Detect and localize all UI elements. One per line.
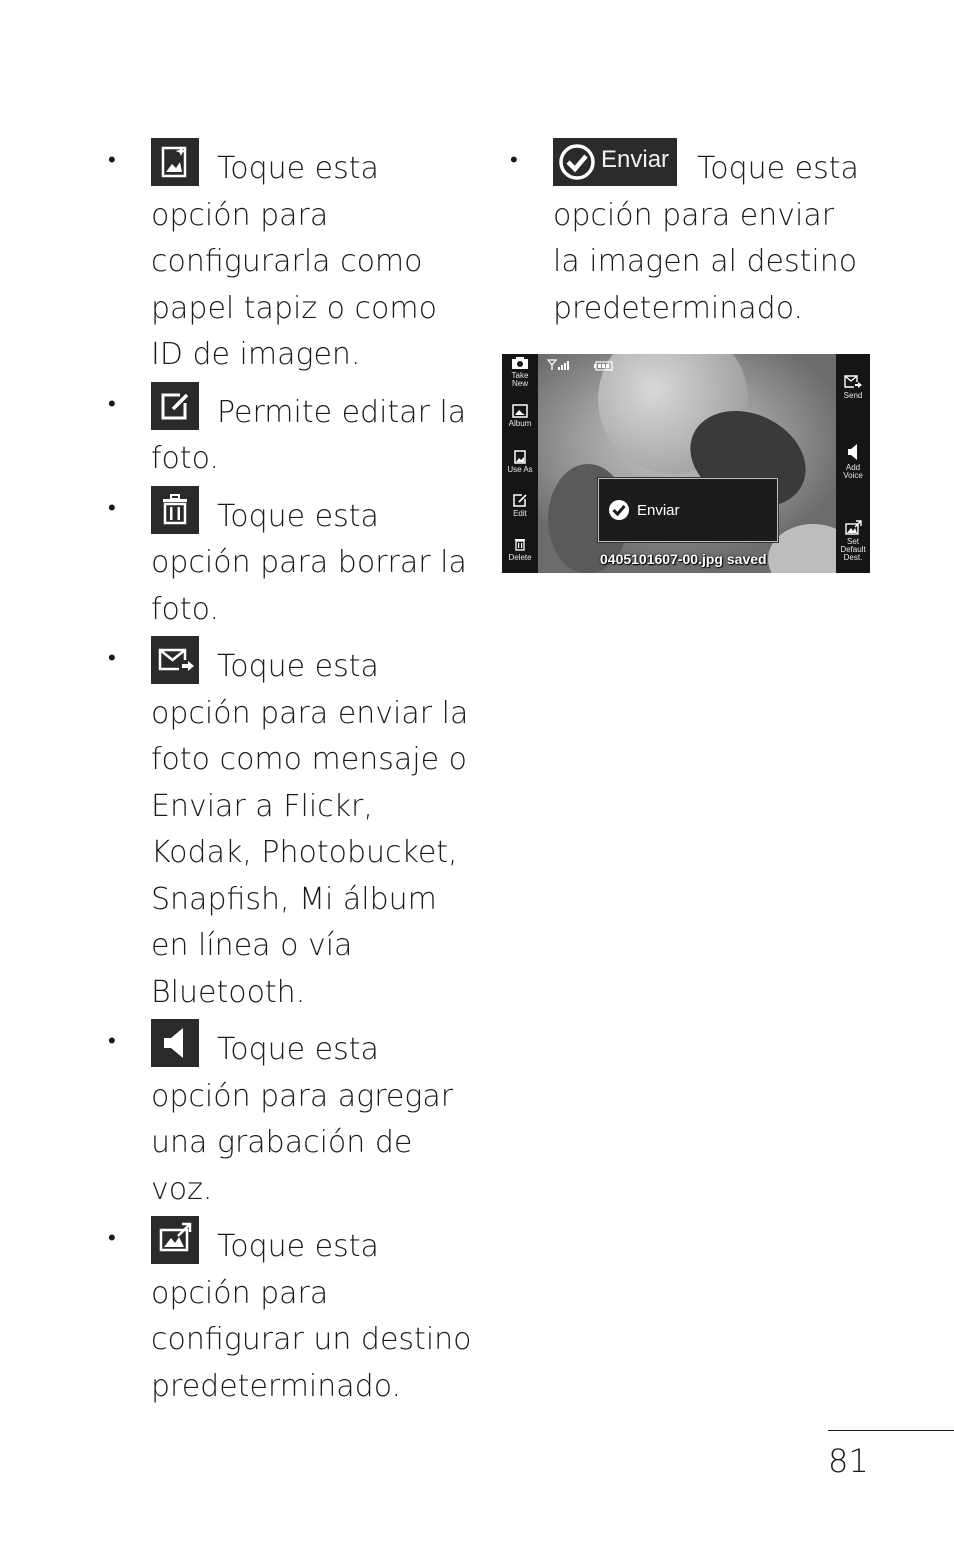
list-item: • Toque esta opción para configurarla como papel tapiz o como ID de imagen. <box>108 138 478 379</box>
check-icon <box>557 142 597 182</box>
album-icon <box>512 404 528 418</box>
edit-icon <box>512 492 528 508</box>
check-icon <box>607 498 631 522</box>
wallpaper-icon <box>151 138 199 186</box>
left-toolbar <box>502 354 538 573</box>
item-text: Toque esta opción para configurar un destino predeterminado. <box>151 1229 472 1404</box>
list-item: • Toque esta opción para configurar un destino predeterminado. <box>108 1216 478 1410</box>
default-destination-icon <box>151 1216 199 1264</box>
item-text: Toque esta opción para borrar la foto. <box>151 498 467 627</box>
send-mail-icon <box>843 374 863 390</box>
list-item: • Toque esta opción para borrar la foto. <box>108 486 478 634</box>
camera-icon <box>511 356 529 370</box>
enviar-button-label: Enviar <box>601 146 670 173</box>
item-text: Permite editar la foto. <box>151 394 467 476</box>
item-text: Toque esta opción para enviar la foto como mensaje o Enviar a Flickr, Kodak, Photobucket, Snapfish, Mi álbum en línea o vía Bluetooth. <box>151 649 469 1010</box>
toolbar-add-voice[interactable]: Add Voice <box>836 442 870 480</box>
toolbar-set-default-dest[interactable]: Set Default Dest. <box>836 520 870 562</box>
speaker-icon <box>845 442 861 462</box>
toolbar-use-as[interactable]: Use As <box>502 448 538 474</box>
popup-enviar-button[interactable] <box>605 495 765 525</box>
list-item: • Toque esta opción para enviar la foto como mensaje o Enviar a Flickr, Kodak, Photobucket, Snapfish, Mi álbum en línea o vía Bluetooth. <box>108 636 478 1016</box>
right-toolbar <box>836 354 870 573</box>
status-bar <box>546 358 616 375</box>
trash-icon <box>151 486 199 534</box>
toolbar-album[interactable]: Album <box>502 404 538 428</box>
send-mail-icon <box>151 636 199 684</box>
saved-message: 0405101607-00.jpg saved <box>600 551 767 567</box>
item-text: Toque esta opción para agregar una grabación de voz. <box>151 1032 454 1207</box>
trash-icon <box>512 536 528 552</box>
phone-screenshot <box>502 354 870 573</box>
default-destination-icon <box>844 520 862 536</box>
toolbar-delete[interactable]: Delete <box>502 536 538 562</box>
enviar-button-illustration <box>553 138 677 186</box>
toolbar-take-new[interactable]: Take New <box>502 356 538 388</box>
list-item: • Enviar Toque esta opción para enviar la imagen al destino predeterminado. <box>510 138 870 332</box>
speaker-icon <box>151 1019 199 1067</box>
edit-icon <box>151 382 199 430</box>
page-number: 81 <box>828 1442 869 1480</box>
signal-battery-icon <box>546 358 616 372</box>
toolbar-send[interactable]: Send <box>836 374 870 400</box>
footer-rule <box>828 1430 954 1431</box>
left-column <box>108 138 478 1413</box>
popup-enviar-label: Enviar <box>637 502 680 519</box>
item-text: Toque esta opción para enviar la imagen al destino predeterminado. <box>553 151 859 326</box>
send-popup <box>598 478 778 542</box>
toolbar-edit[interactable]: Edit <box>502 492 538 518</box>
item-text: Toque esta opción para configurarla como papel tapiz o como ID de imagen. <box>151 151 437 372</box>
wallpaper-icon <box>512 448 528 464</box>
right-column <box>510 138 870 335</box>
list-item: • Permite editar la foto. <box>108 382 478 483</box>
list-item: • Toque esta opción para agregar una grabación de voz. <box>108 1019 478 1213</box>
